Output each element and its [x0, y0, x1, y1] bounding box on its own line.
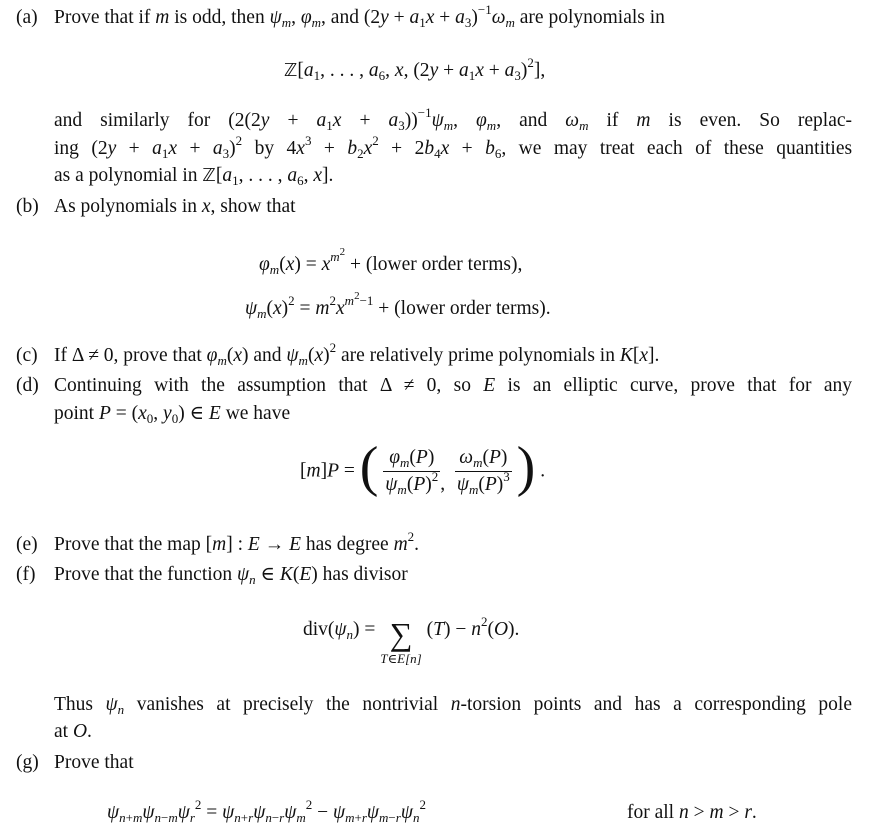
item-a-line-3: ing $(2y + a_1x + a_3)^2$ by $4x^3 + b_2x^2 + 2b_4x + b_6$, we may treat each of these quantities — [54, 133, 853, 161]
item-label-e: (e) — [16, 534, 38, 555]
item-b-equation-psi: $\psi_m(x)^2 = m^2x^{m^2-1}$ + (lower order terms). — [245, 290, 551, 321]
item-g-display-recurrence: $\psi_{n+m}\psi_{n-m}\psi_r^2 = \psi_{n+r}\psi_{n-r}\psi_m^2 - \psi_{m+r}\psi_{m-r}\psi_n^2$ — [107, 797, 426, 825]
item-g-condition: for all n > m > r. — [627, 802, 757, 823]
item-f-line-1: Prove that the function $\psi_n$ ∈ K(E) has divisor — [54, 564, 408, 587]
item-label-b: (b) — [16, 196, 39, 217]
item-a-line-1: Prove that if m is odd, then $\psi_m$, $\varphi_m$, and $(2y + a_1x + a_3)^{-1}\omega_m$ are polynomials in — [54, 2, 665, 30]
item-a-line-4: as a polynomial in $ℤ[a_1$, . . . , $a_6$, x]. — [54, 165, 334, 188]
item-d-line-2: point $P = (x_0$, $y_0$) ∈ E we have — [54, 403, 291, 426]
item-label-g: (g) — [16, 752, 39, 773]
item-b-line-1: As polynomials in x, show that — [54, 196, 296, 217]
item-g-line-1: Prove that — [54, 752, 134, 773]
item-label-d: (d) — [16, 375, 39, 396]
item-f-line-3: at O. — [54, 721, 92, 742]
item-f-display-divisor: $div(\psi_n)$ = ∑ T∈E[n] $(T) - n^2(O)$. — [303, 613, 520, 666]
item-label-a: (a) — [16, 7, 38, 28]
item-label-f: (f) — [16, 564, 36, 585]
item-f-line-2: Thus $\psi_n$ vanishes at precisely the nontrivial n-torsion points and has a corresponding pole — [54, 694, 852, 717]
item-d-display-multiplication: [m]P = ( $\frac{\varphi_m(P)}{\psi_m(P)^2}$ , $\frac{\omega_m(P)}{\psi_m(P)^3}$ ) . — [300, 436, 546, 498]
item-e-line-1: Prove that the map [m] : E → E has degree $m^2$. — [54, 529, 420, 555]
item-label-c: (c) — [16, 345, 38, 366]
item-a-display-ring: $ℤ[a_1$, . . . , $a_6$, x, $(2y + a_1x + a_3)^2$], — [284, 55, 546, 83]
item-d-line-1: Continuing with the assumption that Δ ≠ 0, so E is an elliptic curve, prove that for any — [54, 375, 852, 396]
item-c-line-1: If Δ ≠ 0, prove that $\varphi_m(x)$ and $\psi_m(x)^2$ are relatively prime polynomials in K[x]. — [54, 340, 660, 368]
item-b-equation-phi: $\varphi_m(x) = x^{m^2}$ + (lower order terms), — [259, 246, 523, 277]
item-a-line-2: and similarly for $(2(2y + a_1x + a_3))^{-1}\psi_m$, $\varphi_m$, and $\omega_m$ if m is even. So replac- — [54, 105, 853, 133]
